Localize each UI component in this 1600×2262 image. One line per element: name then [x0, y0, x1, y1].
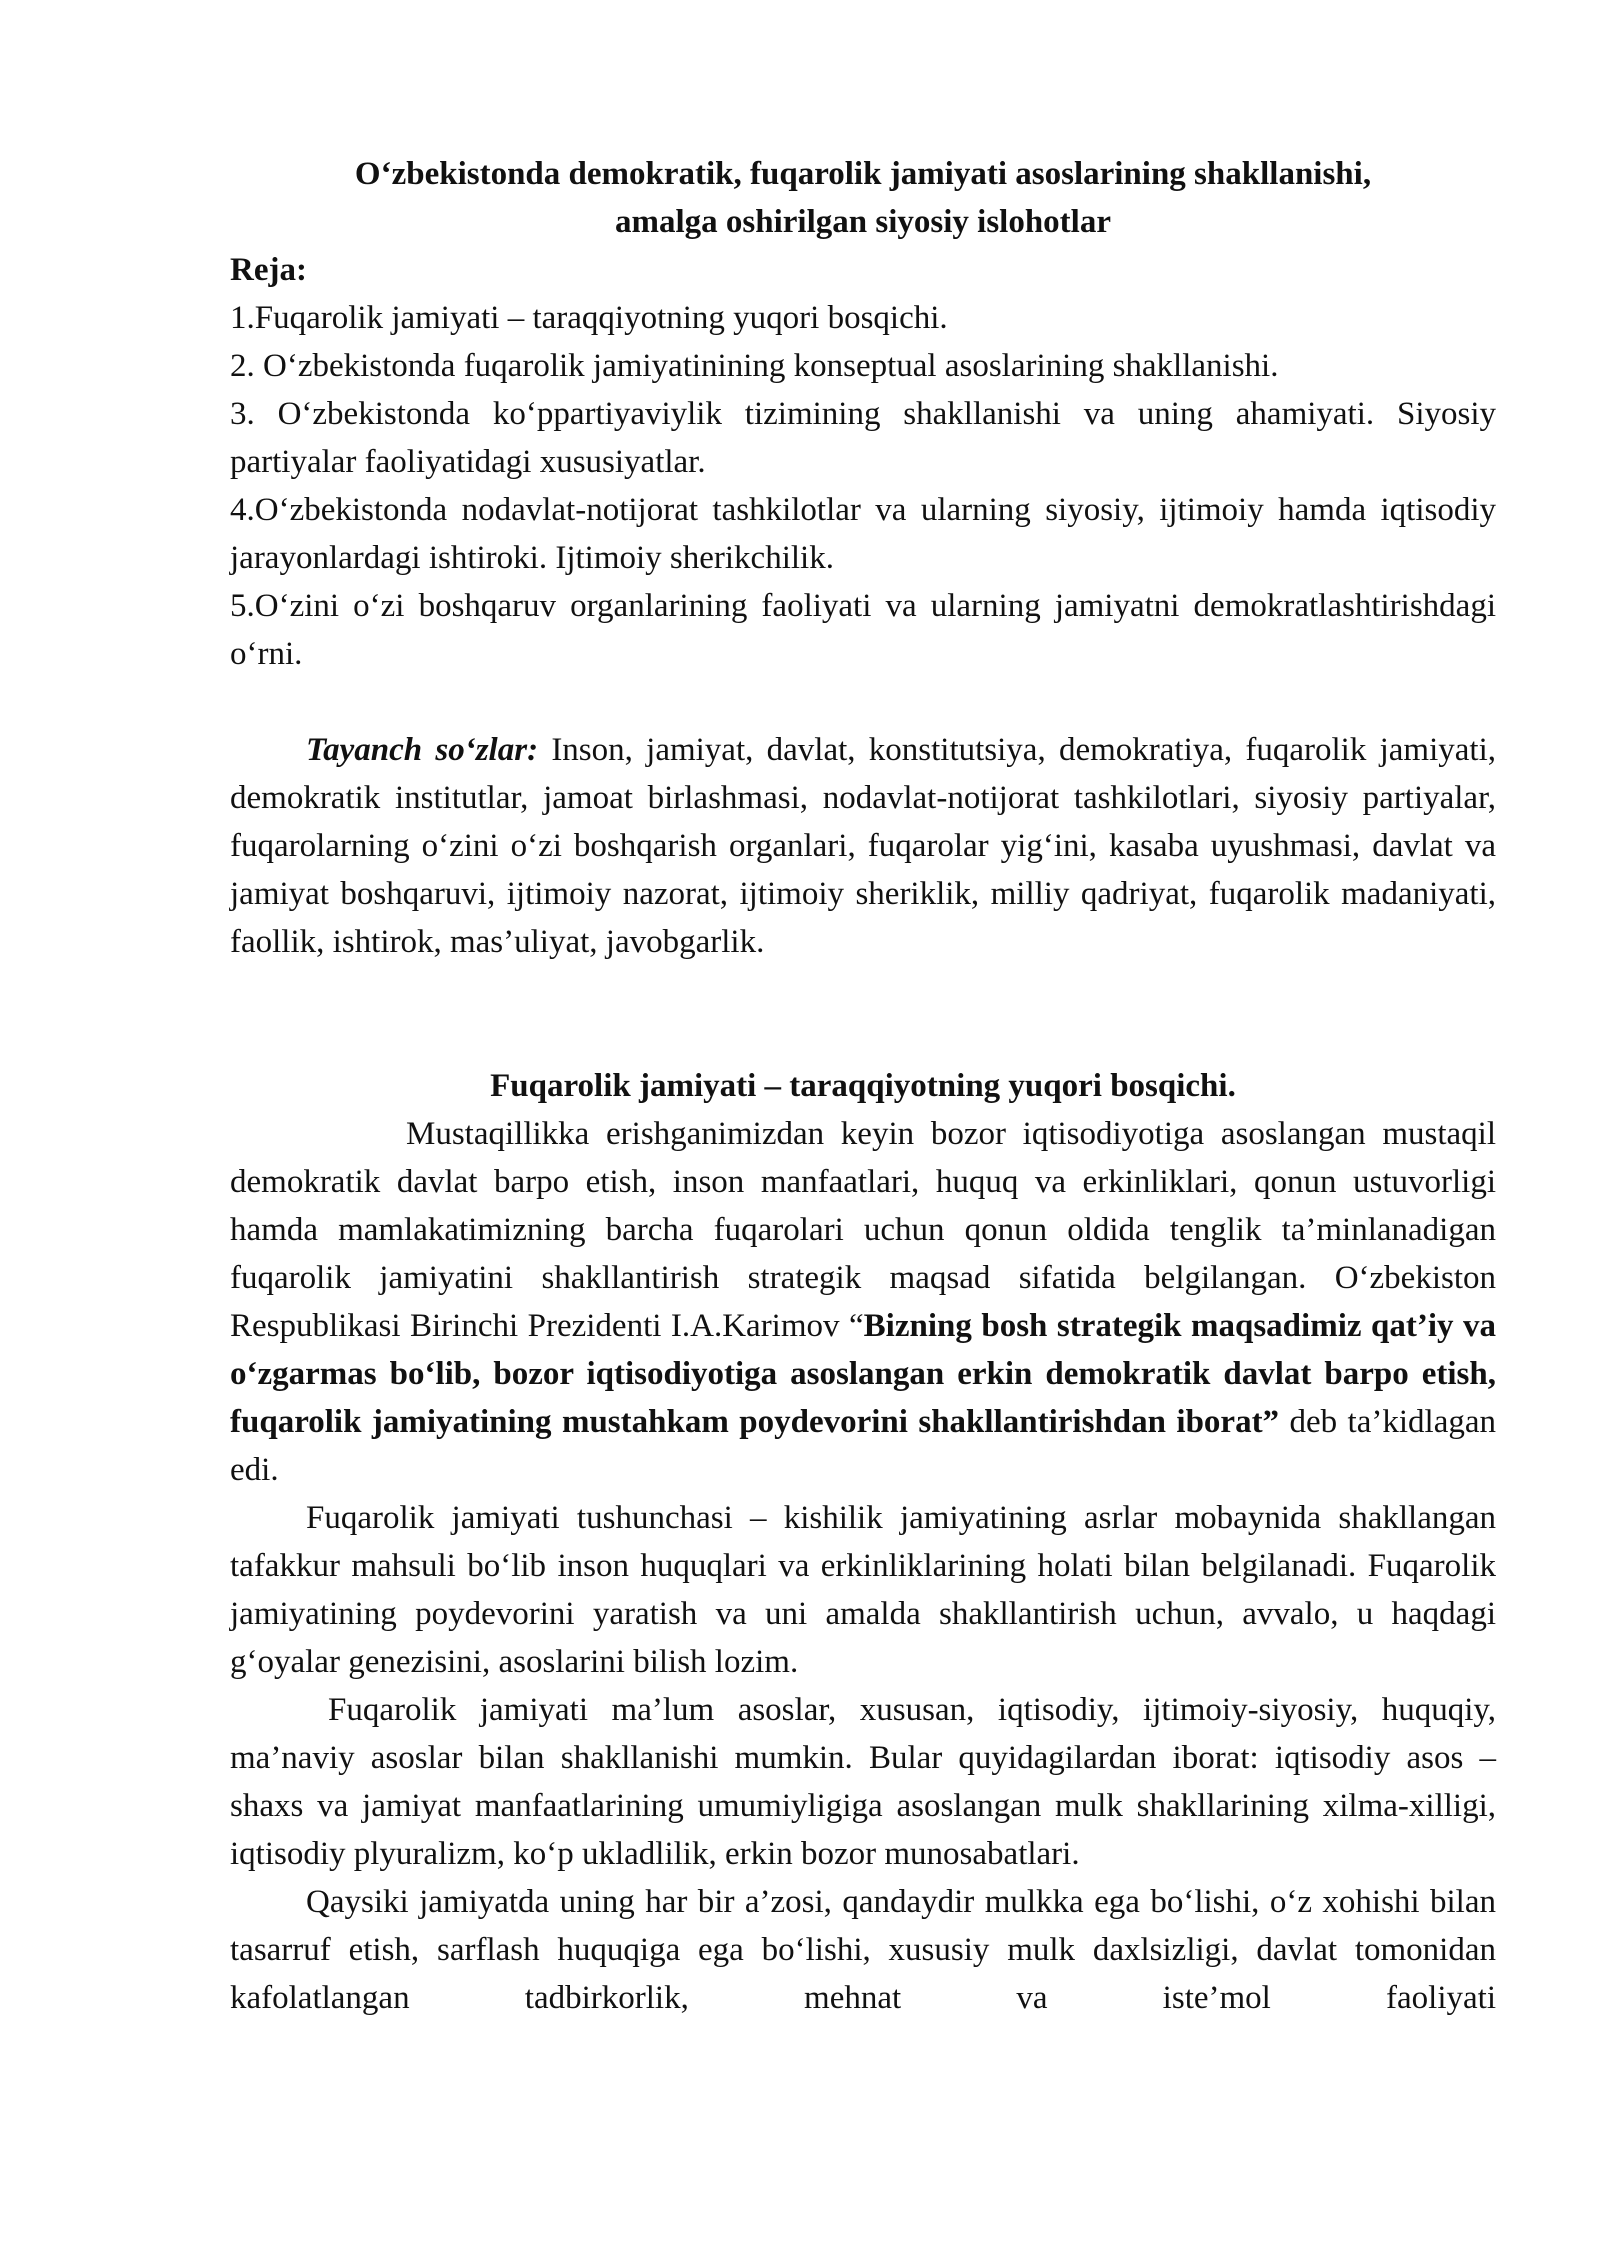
plan-item: 4.O‘zbekistonda nodavlat-notijorat tashkilotlar va ularning siyosiy, ijtimoiy hamda iqtisodiy jarayonlardagi ishtiroki. Ijtimoiy sherikchilik.: [230, 492, 1496, 576]
paragraph-4: Qaysiki jamiyatda uning har bir a’zosi, qandaydir mulkka ega bo‘lishi, o‘z xohishi bilan tasarruf etish, sarflash huquqiga ega bo‘lishi, xususiy mulk daxlsizligi, davlat tomonidan kafolatlangan tadbirkorlik, mehnat va iste’mol faoliyati: [230, 1884, 1496, 2016]
paragraph-1-tail: deb ta’kidlagan edi.: [230, 1404, 1496, 1488]
paragraph-1: [230, 1110, 1496, 1494]
plan-list: [230, 294, 1496, 678]
title-line-2: amalga oshirilgan siyosiy islohotlar: [615, 204, 1111, 240]
keywords-paragraph: [230, 726, 1496, 966]
paragraph-1-quote: Bizning bosh strategik maqsadimiz qat’iy va o‘zgarmas bo‘lib, bozor iqtisodiyotiga asoslangan erkin demokratik davlat barpo etish, fuqarolik jamiyatining mustahkam poydevorini shakllantirishdan iborat”: [230, 1308, 1496, 1440]
document-page: [230, 150, 1496, 2022]
paragraph-1-text: Mustaqillikka erishganimizdan keyin bozor iqtisodiyotiga asoslangan mustaqil demokratik davlat barpo etish, inson manfaatlari, huquq va erkinliklari, qonun ustuvorligi hamda mamlakatimizning barcha fuqarolari uchun qonun oldida tenglik ta’minlanadigan fuqarolik jamiyatini shakllantirish strategik maqsad sifatida belgilangan. O‘zbekiston Respublikasi Birinchi Prezidenti I.A.Karimov “: [230, 1116, 1496, 1344]
title-line-1: O‘zbekistonda demokratik, fuqarolik jamiyati asoslarining shakllanishi,: [354, 156, 1372, 192]
plan-item: 3. O‘zbekistonda ko‘ppartiyaviylik tizimining shakllanishi va uning ahamiyati. Siyosiy partiyalar faoliyatidagi xususiyatlar.: [230, 396, 1496, 480]
plan-label: Reja:: [230, 252, 307, 288]
section-title: Fuqarolik jamiyati – taraqqiyotning yuqori bosqichi.: [490, 1068, 1236, 1104]
keywords-text: Inson, jamiyat, davlat, konstitutsiya, demokratiya, fuqarolik jamiyati, demokratik institutlar, jamoat birlashmasi, nodavlat-notijorat tashkilotlari, siyosiy partiyalar, fuqarolarning o‘zini o‘zi boshqarish organlari, fuqarolar yig‘ini, kasaba uyushmasi, davlat va jamiyat boshqaruvi, ijtimoiy nazorat, ijtimoiy sheriklik, milliy qadriyat, fuqarolik madaniyati, faollik, ishtirok, mas’uliyat, javobgarlik.: [230, 732, 1496, 960]
document-title: [230, 150, 1496, 246]
plan-item: 1.Fuqarolik jamiyati – taraqqiyotning yuqori bosqichi.: [230, 300, 948, 336]
paragraph-3: Fuqarolik jamiyati ma’lum asoslar, xususan, iqtisodiy, ijtimoiy-siyosiy, huquqiy, ma’naviy asoslar bilan shakllanishi mumkin. Bular quyidagilardan iborat: iqtisodiy asos – shaxs va jamiyat manfaatlarining umumiyligiga asoslangan mulk shakllarining xilma-xilligi, iqtisodiy plyuralizm, ko‘p ukladlilik, erkin bozor munosabatlari.: [230, 1692, 1496, 1872]
keywords-label: Tayanch so‘zlar:: [306, 732, 539, 768]
plan-item: 2. O‘zbekistonda fuqarolik jamiyatinining konseptual asoslarining shakllanishi.: [230, 348, 1279, 384]
paragraph-2: Fuqarolik jamiyati tushunchasi – kishilik jamiyatining asrlar mobaynida shakllangan tafakkur mahsuli bo‘lib inson huquqlari va erkinliklarining holati bilan belgilanadi. Fuqarolik jamiyatining poydevorini yaratish va uni amalda shakllantirish uchun, avvalo, u haqdagi g‘oyalar genezisini, asoslarini bilish lozim.: [230, 1500, 1496, 1680]
plan-item: 5.O‘zini o‘zi boshqaruv organlarining faoliyati va ularning jamiyatni demokratlashtirishdagi o‘rni.: [230, 588, 1496, 672]
